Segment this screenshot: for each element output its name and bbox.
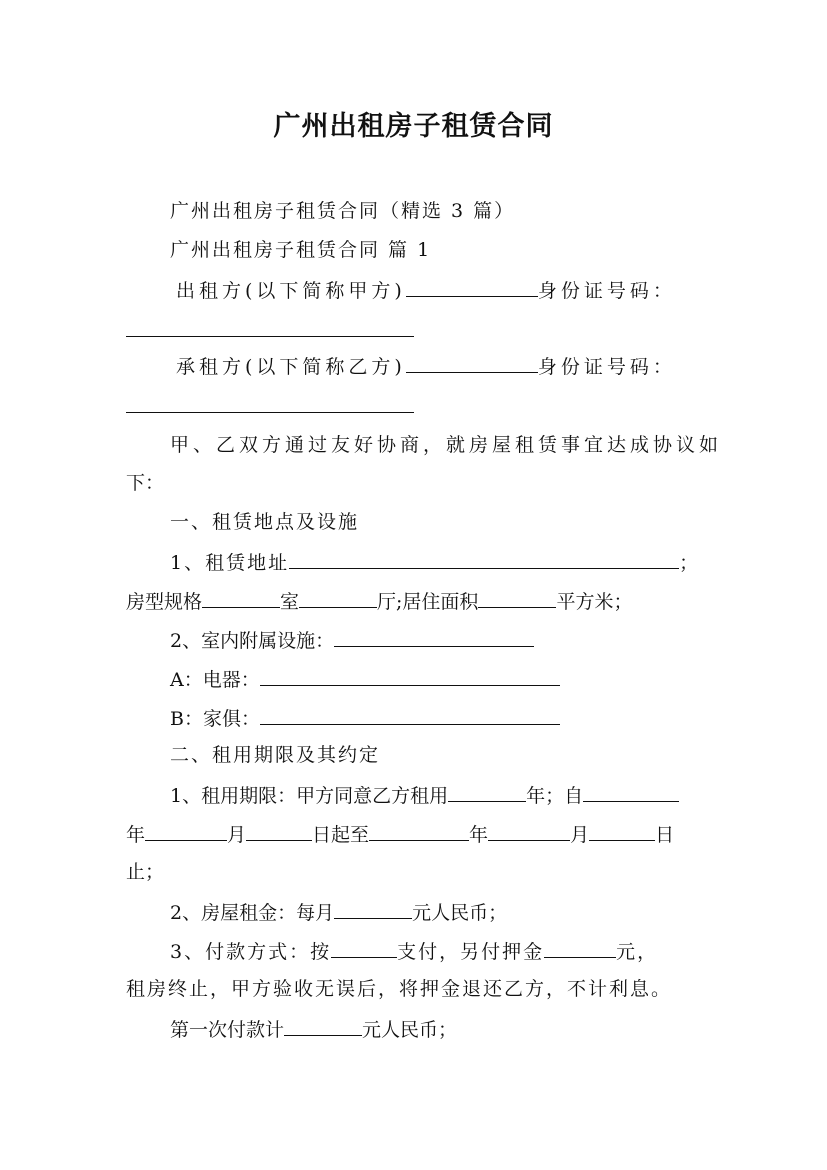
payment-line [170, 939, 658, 963]
room-spec-label: 房型规格 [126, 591, 203, 613]
agreement-text-cont: 下： [126, 472, 165, 494]
term-end-line [126, 861, 164, 883]
subtitle-text: 广州出租房子租赁合同（精选 3 篇） [170, 200, 516, 222]
agreement-paragraph-cont [126, 472, 164, 494]
subtitle-line [170, 200, 515, 222]
facilities-line [170, 628, 534, 652]
furniture-label: B：家俱： [170, 708, 260, 730]
rent-blank [334, 900, 412, 919]
deposit-return-line [126, 978, 672, 1000]
agreement-text: 甲、乙双方通过友好协商，就房屋租赁事宜达成协议如 [170, 434, 723, 456]
section-heading [170, 239, 431, 261]
facilities-blank [334, 628, 534, 647]
furniture-line [170, 706, 560, 730]
month-label-2: 月 [570, 824, 590, 846]
lessor-id-blank [126, 318, 414, 337]
lessee-id-blank [126, 394, 414, 413]
lessee-id-blank-line [126, 394, 414, 418]
rooms-blank [202, 589, 280, 608]
first-payment-line [170, 1017, 457, 1041]
furniture-blank [260, 706, 560, 725]
rooms-unit: 室 [280, 591, 300, 613]
rent-unit: 元人民币； [412, 902, 508, 924]
term-from-label: 年；自 [526, 785, 584, 807]
document-title: 广州出租房子租赁合同 [273, 111, 554, 142]
payment-label: 3、付款方式：按 [170, 941, 332, 963]
lessor-line [176, 278, 676, 302]
lessor-name-blank [406, 278, 538, 297]
end-month-blank [488, 822, 570, 841]
lessee-label: 承租方(以下简称乙方) [176, 356, 406, 378]
deposit-unit: 元， [616, 941, 659, 963]
term-years-blank [448, 783, 526, 802]
term-dates-line [126, 822, 674, 846]
agreement-paragraph [170, 434, 722, 456]
lessor-id-blank-line [126, 318, 414, 342]
end-year-blank [369, 822, 469, 841]
term-end-text: 止； [126, 861, 165, 883]
start-day-blank [246, 822, 312, 841]
lessee-id-label: 身份证号码： [537, 356, 676, 378]
clause-1-heading-text: 一、租赁地点及设施 [170, 511, 360, 533]
lessee-name-blank [406, 354, 538, 373]
deposit-return-text: 租房终止，甲方验收无误后，将押金退还乙方，不计利息。 [126, 978, 673, 1000]
clause-2-heading [170, 744, 380, 766]
address-blank [289, 550, 679, 569]
address-line [170, 550, 700, 574]
address-end: ； [679, 552, 701, 574]
clause-1-heading [170, 511, 359, 533]
area-label: 厅;居住面积 [377, 591, 479, 613]
rent-label: 2、房屋租金：每月 [170, 902, 335, 924]
lessor-id-label: 身份证号码： [537, 280, 676, 302]
rent-line [170, 900, 507, 924]
appliances-blank [260, 667, 560, 686]
lessee-line [176, 354, 676, 378]
until-label: 日起至 [312, 824, 370, 846]
first-payment-unit: 元人民币； [362, 1019, 458, 1041]
deposit-blank [544, 939, 616, 958]
year-label-1: 年 [126, 824, 146, 846]
term-line [170, 783, 679, 807]
section-heading-text: 广州出租房子租赁合同 篇 1 [170, 239, 432, 261]
start-year-blank [583, 783, 679, 802]
address-label: 1、租赁地址 [170, 552, 290, 574]
end-day-blank [589, 822, 655, 841]
facilities-label: 2、室内附属设施： [170, 630, 335, 652]
first-payment-label: 第一次付款计 [170, 1019, 285, 1041]
appliances-label: A：电器： [170, 669, 260, 691]
room-spec-line [126, 589, 632, 613]
day-label-2: 日 [655, 824, 675, 846]
payment-method-blank [331, 939, 397, 958]
clause-2-heading-text: 二、租用期限及其约定 [170, 744, 381, 766]
appliances-line [170, 667, 560, 691]
first-payment-blank [284, 1017, 362, 1036]
deposit-label: 支付，另付押金 [397, 941, 545, 963]
year-label-2: 年 [469, 824, 489, 846]
start-month-blank [145, 822, 227, 841]
term-label: 1、租用期限：甲方同意乙方租用 [170, 785, 449, 807]
area-blank [478, 589, 556, 608]
halls-blank [299, 589, 377, 608]
month-label-1: 月 [227, 824, 247, 846]
area-unit: 平方米； [556, 591, 633, 613]
lessor-label: 出租方(以下简称甲方) [176, 280, 406, 302]
